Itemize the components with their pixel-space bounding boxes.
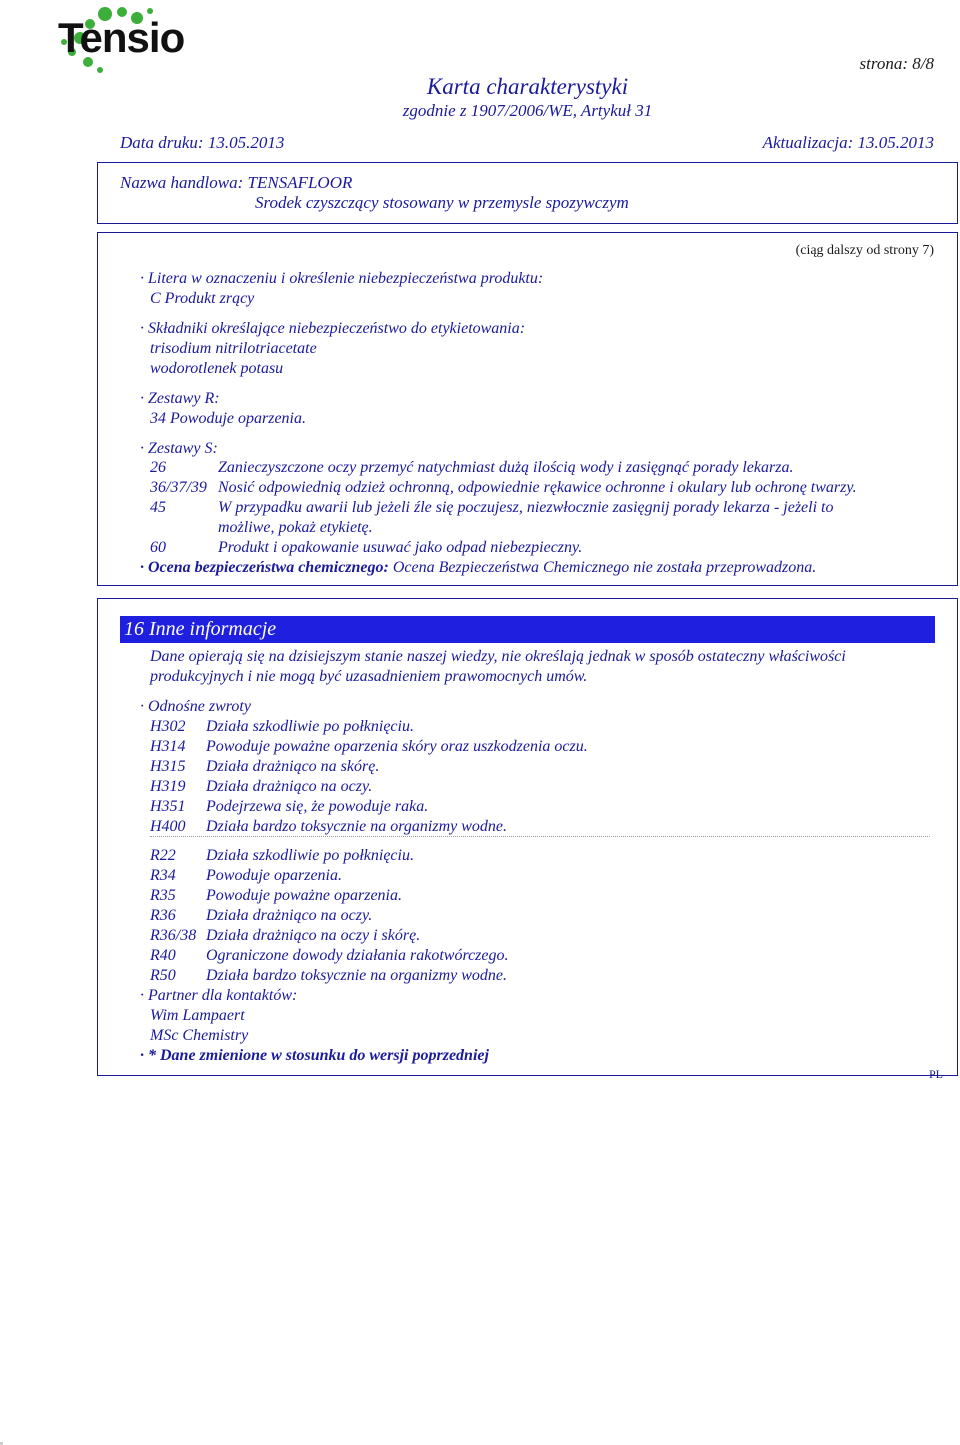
update-date: Aktualizacja: 13.05.2013 [762,133,934,152]
r-text: Działa szkodliwie po połknięciu. [206,847,414,864]
print-date: Data druku: 13.05.2013 [120,133,285,152]
phrases-label: · Odnośne zwroty [140,698,251,715]
contact-title: MSc Chemistry [150,1027,249,1044]
page-number: strona: 8/8 [859,54,934,73]
csa-line [140,558,816,578]
r-text: Powoduje poważne oparzenia. [206,887,402,904]
changes-note: · * Dane zmienione w stosunku do wersji poprzedniej [140,1047,489,1064]
s-text: Zanieczyszczone oczy przemyć natychmiast dużą ilością wody i zasięgnąć porady lekarza. [218,459,794,476]
h-text: Podejrzewa się, że powoduje raka. [206,798,429,815]
s-code: 45 [150,499,166,516]
s-text: W przypadku awarii lub jeżeli źle się poczujesz, niezwłocznie zasięgnij porady lekarza - jeżeli to [218,499,834,516]
r-code: R22 [150,847,176,864]
r-sets-value: 34 Powoduje oparzenia. [150,410,306,427]
s-text: Nosić odpowiednią odzież ochronną, odpowiednie rękawice ochronne i okulary lub ochronę twarzy. [218,479,857,496]
components-label: · Składniki określające niebezpieczeństwo do etykietowania: [140,320,526,337]
h-code: H319 [150,778,186,795]
r-code: R36 [150,907,176,924]
s-code: 60 [150,539,166,556]
section-16-heading: 16 Inne informacje [124,618,277,640]
language-code: PL [929,1067,944,1081]
h-text: Działa bardzo toksycznie na organizmy wodne. [206,818,508,835]
component-item: trisodium nitrilotriacetate [150,340,317,357]
r-text: Działa bardzo toksycznie na organizmy wodne. [206,967,508,984]
h-code: H302 [150,718,186,735]
document-subtitle: zgodnie z 1907/2006/WE, Artykuł 31 [402,101,653,120]
r-text: Ograniczone dowody działania rakotwórczego. [206,947,509,964]
s-sets-label: · Zestawy S: [140,440,218,457]
h-text: Działa drażniąco na oczy. [206,778,373,795]
r-code: R40 [150,947,176,964]
r-text: Działa drażniąco na oczy i skórę. [206,927,421,944]
h-code: H314 [150,738,186,755]
component-item: wodorotlenek potasu [150,360,284,377]
s-code: 36/37/39 [150,479,207,496]
letter-label: · Litera w oznaczeniu i określenie niebezpieczeństwa produktu: [140,270,544,287]
product-description: Srodek czyszczący stosowany w przemysle spozywczym [255,193,629,212]
contact-label: · Partner dla kontaktów: [140,987,298,1004]
r-sets-label: · Zestawy R: [140,390,220,407]
h-text: Powoduje poważne oparzenia skóry oraz uszkodzenia oczu. [206,738,588,755]
r-code: R36/38 [150,927,197,944]
logo-wordmark: Tensio [58,14,185,61]
continued-note: (ciąg dalszy od strony 7) [795,243,934,258]
h-text: Działa szkodliwie po połknięciu. [206,718,414,735]
s-code: 26 [150,459,166,476]
csa-value: Ocena Bezpieczeństwa Chemicznego nie została przeprowadzona. [392,559,817,576]
r-text: Powoduje oparzenia. [206,867,342,884]
trade-name: Nazwa handlowa: TENSAFLOOR [120,173,353,192]
letter-value: C Produkt zrący [150,290,255,307]
r-code: R35 [150,887,176,904]
s-text-cont: możliwe, pokaż etykietę. [218,519,373,536]
h-code: H351 [150,798,186,815]
csa-label: · Ocena bezpieczeństwa chemicznego: [140,559,389,576]
contact-name: Wim Lampaert [150,1007,245,1024]
r-code: R50 [150,967,176,984]
h-text: Działa drażniąco na skórę. [206,758,380,775]
s-text: Produkt i opakowanie usuwać jako odpad niebezpieczny. [218,539,583,556]
intro-line: Dane opierają się na dzisiejszym stanie naszej wiedzy, nie określają jednak w sposób ostateczny właściwości [150,648,846,665]
document-title: Karta charakterystyki [426,74,629,99]
h-code: H315 [150,758,186,775]
h-code: H400 [150,818,186,835]
r-code: R34 [150,867,176,884]
intro-line: produkcyjnych i nie mogą być uzasadnieniem prawomocnych umów. [150,668,588,685]
dotted-divider [150,836,930,837]
tensio-logo [50,4,210,74]
r-text: Działa drażniąco na oczy. [206,907,373,924]
section-16-heading-bar [120,616,935,643]
